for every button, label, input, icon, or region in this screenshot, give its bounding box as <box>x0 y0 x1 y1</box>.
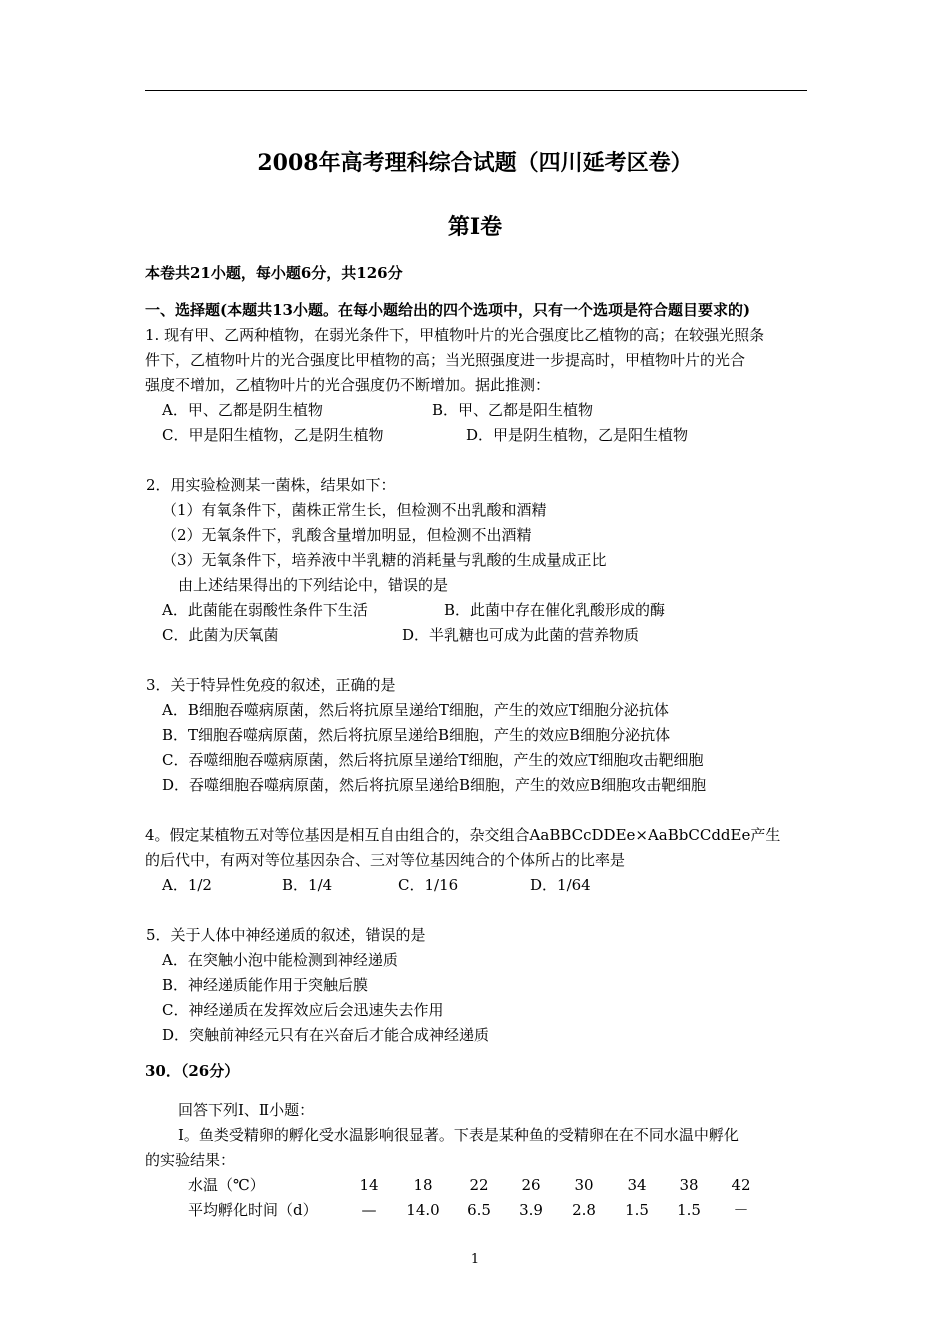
q4-line-1: 4。假定某植物五对等位基因是相互自由组合的，杂交组合AaBBCcDDEe×AaBbCCddEe产生 <box>145 826 781 844</box>
intro: 本卷共21小题，每小题6分，共126分 <box>145 264 403 282</box>
q1-line-2: 件下，乙植物叶片的光合强度比甲植物的高；当光照强度进一步提高时，甲植物叶片的光合 <box>145 351 746 369</box>
q4-option-a: A．1/2 <box>162 876 212 894</box>
q4-option-b: B．1/4 <box>282 876 333 894</box>
q3-stem: 3．关于特异性免疫的叙述，正确的是 <box>146 676 396 694</box>
section-heading: 一、选择题(本题共13小题。在每小题给出的四个选项中，只有一个选项是符合题目要求的) <box>145 301 751 319</box>
q5-stem: 5．关于人体中神经递质的叙述，错误的是 <box>146 926 426 944</box>
q1-option-a: A．甲、乙都是阴生植物 <box>162 401 323 419</box>
q5-option-c: C．神经递质在发挥效应后会迅速失去作用 <box>162 1001 444 1019</box>
header-rule <box>145 90 807 91</box>
table-cell: 30 <box>574 1176 594 1194</box>
q1-line-1: 1. 现有甲、乙两种植物，在弱光条件下，甲植物叶片的光合强度比乙植物的高；在较强光照条 <box>145 326 765 344</box>
table-cell: 14 <box>359 1176 379 1194</box>
q3-option-a: A．B细胞吞噬病原菌，然后将抗原呈递给T细胞，产生的效应T细胞分泌抗体 <box>162 701 669 719</box>
table-cell: 38 <box>679 1176 699 1194</box>
table-cell: 1.5 <box>677 1201 701 1219</box>
q2-option-d: D．半乳糖也可成为此菌的营养物质 <box>402 626 640 644</box>
q30-line-1: 回答下列Ⅰ、Ⅱ小题： <box>178 1101 315 1119</box>
q1-option-c: C．甲是阳生植物，乙是阴生植物 <box>162 426 384 444</box>
q2-condition-1: （1）有氧条件下，菌株正常生长，但检测不出乳酸和酒精 <box>162 501 547 519</box>
q4-option-c: C．1/16 <box>398 876 459 894</box>
table-cell: － <box>733 1201 749 1219</box>
q2-condition-2: （2）无氧条件下，乳酸含量增加明显，但检测不出酒精 <box>162 526 532 544</box>
table-cell: 18 <box>413 1176 433 1194</box>
table-row2-label: 平均孵化时间（d） <box>188 1201 318 1219</box>
q5-option-b: B．神经递质能作用于突触后膜 <box>162 976 369 994</box>
q1-option-d: D．甲是阴生植物，乙是阳生植物 <box>466 426 689 444</box>
q30-line-3: 的实验结果： <box>145 1151 236 1169</box>
table-row1-label: 水温（℃） <box>188 1176 265 1194</box>
q3-option-c: C．吞噬细胞吞噬病原菌，然后将抗原呈递给T细胞，产生的效应T细胞攻击靶细胞 <box>162 751 704 769</box>
table-cell: 1.5 <box>625 1201 649 1219</box>
q30-heading: 30．（26分） <box>145 1062 240 1080</box>
table-cell: 2.8 <box>572 1201 596 1219</box>
q5-option-a: A．在突触小泡中能检测到神经递质 <box>162 951 398 969</box>
q30-line-2: Ⅰ。鱼类受精卵的孵化受水温影响很显著。下表是某种鱼的受精卵在在不同水温中孵化 <box>178 1126 739 1144</box>
table-cell: 42 <box>731 1176 751 1194</box>
q2-condition-3: （3）无氧条件下，培养液中半乳糖的消耗量与乳酸的生成量成正比 <box>162 551 607 569</box>
table-cell: 34 <box>627 1176 647 1194</box>
q2-option-a: A．此菌能在弱酸性条件下生活 <box>162 601 368 619</box>
q2-stem: 2．用实验检测某一菌株，结果如下： <box>146 476 396 494</box>
q1-option-b: B．甲、乙都是阳生植物 <box>432 401 594 419</box>
q4-line-2: 的后代中，有两对等位基因杂合、三对等位基因纯合的个体所占的比率是 <box>145 851 626 869</box>
table-cell: 26 <box>521 1176 541 1194</box>
page-title: 2008年高考理科综合试题（四川延考区卷） <box>257 150 693 176</box>
page-number: 1 <box>470 1252 480 1267</box>
table-cell: 22 <box>469 1176 489 1194</box>
q2-question: 由上述结果得出的下列结论中，错误的是 <box>178 576 449 594</box>
q1-line-3: 强度不增加，乙植物叶片的光合强度仍不断增加。据此推测： <box>145 376 551 394</box>
table-cell: 6.5 <box>467 1201 491 1219</box>
q3-option-d: D．吞噬细胞吞噬病原菌，然后将抗原呈递给B细胞，产生的效应B细胞攻击靶细胞 <box>162 776 707 794</box>
table-cell: 3.9 <box>519 1201 543 1219</box>
q2-option-c: C．此菌为厌氧菌 <box>162 626 279 644</box>
q2-option-b: B．此菌中存在催化乳酸形成的酶 <box>444 601 666 619</box>
part-title: 第Ⅰ卷 <box>447 214 503 240</box>
q3-option-b: B．T细胞吞噬病原菌，然后将抗原呈递给B细胞，产生的效应B细胞分泌抗体 <box>162 726 671 744</box>
q5-option-d: D．突触前神经元只有在兴奋后才能合成神经递质 <box>162 1026 490 1044</box>
q4-option-d: D．1/64 <box>530 876 591 894</box>
table-cell: — <box>361 1201 377 1219</box>
table-cell: 14.0 <box>406 1201 440 1219</box>
